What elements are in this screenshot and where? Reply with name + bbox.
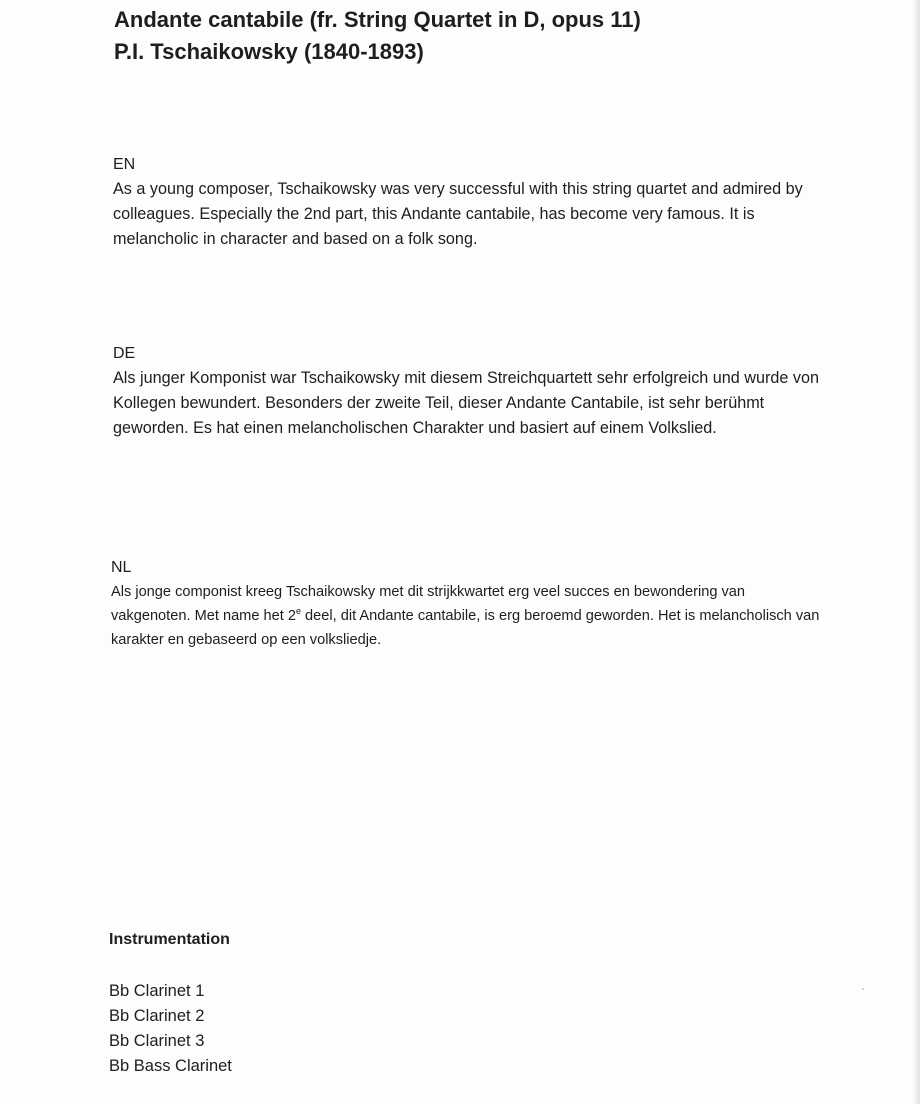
scan-speck	[862, 988, 864, 990]
instrumentation-list	[109, 979, 232, 1079]
instrument-item: Bb Clarinet 2	[109, 1007, 205, 1025]
instrument-item: Bb Bass Clarinet	[109, 1057, 232, 1075]
description-en: As a young composer, Tschaikowsky was very successful with this string quartet and admired by colleagues. Especially the 2nd part, this Andante cantabile, has become very famous. It is melancholic in character and based on a folk song.	[113, 180, 803, 248]
composer-line: P.I. Tschaikowsky (1840-1893)	[114, 39, 424, 64]
section-dutch	[111, 555, 821, 652]
instrumentation-heading: Instrumentation	[109, 931, 230, 948]
section-english	[113, 152, 833, 252]
description-nl	[111, 580, 821, 652]
scan-edge-shadow	[912, 0, 920, 1104]
instrument-item: Bb Clarinet 1	[109, 982, 205, 1000]
language-label-de: DE	[113, 345, 136, 362]
language-label-en: EN	[113, 156, 136, 173]
title-block	[114, 4, 874, 68]
piece-title: Andante cantabile (fr. String Quartet in D, opus 11)	[114, 7, 641, 32]
ordinal-superscript: e	[295, 606, 301, 617]
description-de: Als junger Komponist war Tschaikowsky mit diesem Streichquartett sehr erfolgreich und wurde von Kollegen bewundert. Besonders der zweite Teil, dieser Andante Cantabile, ist sehr berühmt geworden. Es hat einen melancholischen Charakter und basiert auf einem Volkslied.	[113, 369, 819, 437]
description-nl-part-2: deel, dit Andante cantabile, is erg beroemd geworden. Het is melancholisch van karakter en gebaseerd op een volksliedje.	[111, 608, 820, 648]
description-nl-part-1: Als jonge componist kreeg Tschaikowsky met dit strijkkwartet erg veel succes en bewondering van vakgenoten. Met name het 2	[111, 584, 746, 624]
instrument-item: Bb Clarinet 3	[109, 1032, 205, 1050]
language-label-nl: NL	[111, 559, 132, 576]
section-german	[113, 341, 833, 441]
